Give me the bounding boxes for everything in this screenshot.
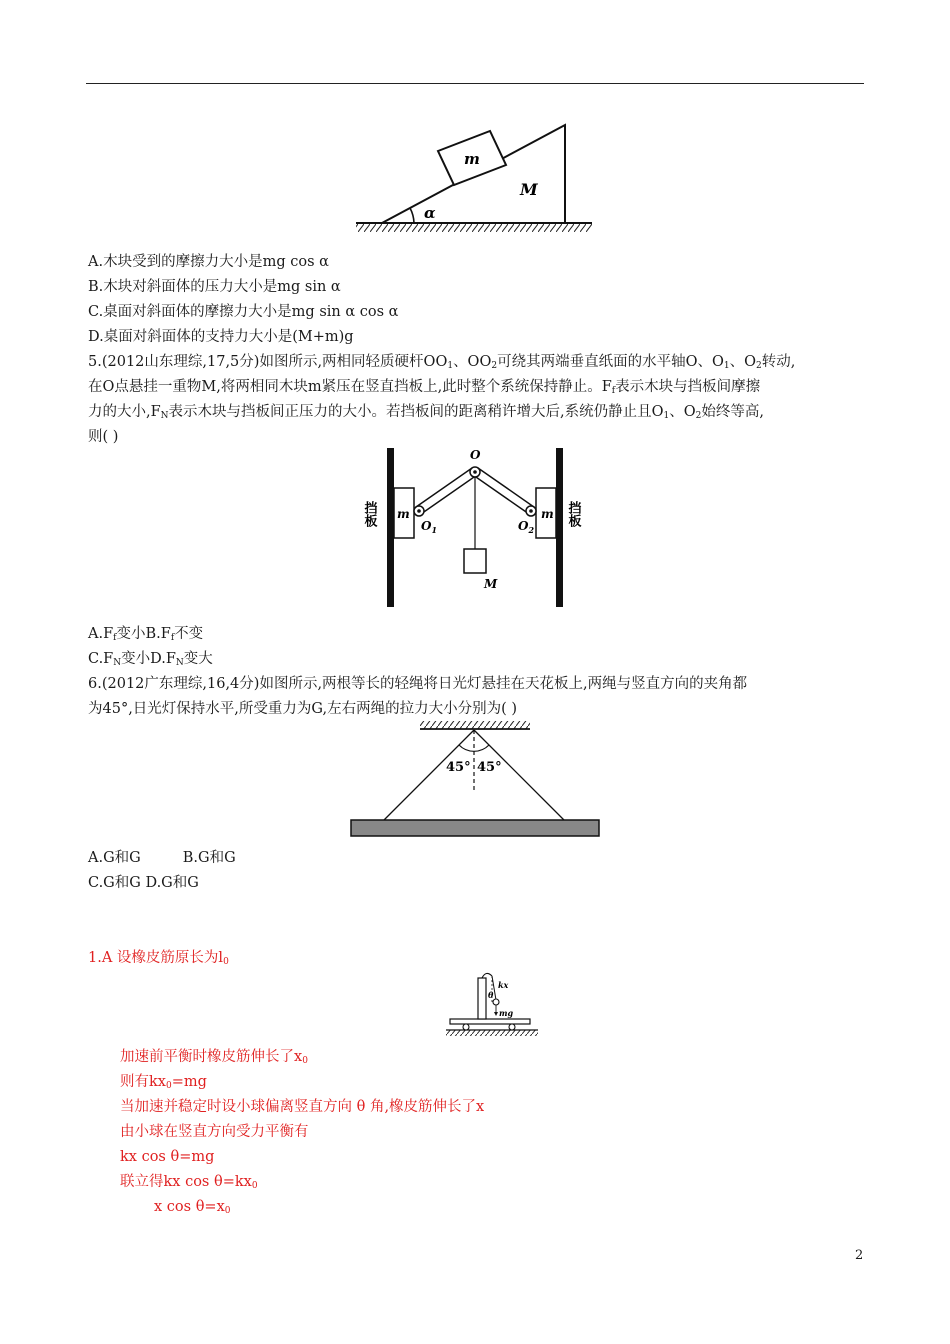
pivot-o1-label: $O_1$ <box>421 519 438 535</box>
answer-1-heading: 1.A 设橡皮筋原长为$l_0$ <box>88 950 229 967</box>
answer-1-line-6: 联立得kx $\cos \theta=kx_0$ <box>120 1174 258 1191</box>
q4-option-b: B.木块对斜面体的压力大小是mg sin α <box>88 279 341 295</box>
incline-M-label: M <box>520 180 538 199</box>
page-number: 2 <box>855 1248 864 1263</box>
q6-options-row-2: C.G和G D.G和G <box>88 875 199 891</box>
q5-options-row-1: $A.F_f$变小$B.F_f$不变 <box>88 626 204 643</box>
wall-right-label: 挡板 <box>565 501 581 527</box>
q5-options-row-2: $C.F_N$变小$D.F_N$变大 <box>88 651 213 668</box>
block-m-left-label: m <box>397 507 410 521</box>
angle-right-label: 45° <box>477 760 502 775</box>
answer-1-line-5: kx cos θ=mg <box>120 1149 215 1165</box>
answer-1-line-4: 由小球在竖直方向受力平衡有 <box>120 1124 309 1140</box>
header-rule <box>86 83 864 84</box>
pivot-o2-label: $O_2$ <box>518 519 535 535</box>
q5-line-2: 在O点悬挂一重物M,将两相同木块m紧压在竖直挡板上,此时整个系统保持静止。$F_f$表示木块与挡板间摩擦 <box>88 379 761 396</box>
q4-option-a: A.木块受到的摩擦力大小是mg cos α <box>88 254 329 270</box>
block-m-label: m <box>464 150 480 168</box>
q5-line-3: 力的大小$,F_N$表示木块与挡板间正压力的大小。若挡板间的距离稍许增大后,系统仍静止且$O_1$、$O_2$始终等高, <box>88 404 765 421</box>
rubber-band-figure <box>442 968 542 1038</box>
rods-figure <box>360 445 590 611</box>
wall-left-label: 挡板 <box>361 501 377 527</box>
incline-figure <box>352 120 596 238</box>
q4-option-d: D.桌面对斜面体的支持力大小是(M+m)g <box>88 329 354 345</box>
q5-line-4: 则( ) <box>88 429 119 445</box>
pivot-o-label: O <box>470 448 481 462</box>
q4-option-c: C.桌面对斜面体的摩擦力大小是mg sin α cos α <box>88 304 399 320</box>
q5-line-1: 5.(2012山东理综,17,5分)如图所示,两相同轻质硬杆$OO_1$、$OO_2$可绕其两端垂直纸面的水平轴O、$O_1$、$O_2$转动, <box>88 354 796 371</box>
angle-left-label: 45° <box>446 760 471 775</box>
kx-label: kx <box>498 980 509 990</box>
answer-1-line-3: 当加速并稳定时设小球偏离竖直方向 θ 角,橡皮筋伸长了x <box>120 1099 485 1115</box>
block-m-right-label: m <box>541 507 554 521</box>
weight-M-label: M <box>484 577 498 591</box>
q6-line-1: 6.(2012广东理综,16,4分)如图所示,两根等长的轻绳将日光灯悬挂在天花板上,两绳与竖直方向的夹角都 <box>88 676 748 692</box>
alpha-label: α <box>424 204 436 222</box>
lamp-figure <box>348 718 604 842</box>
answer-1-line-1: 加速前平衡时橡皮筋伸长了$x_0$ <box>120 1049 308 1066</box>
q6-options-row-1: A.G和G B.G和G <box>88 850 236 866</box>
theta-label: θ <box>488 990 494 1000</box>
q6-line-2: 为45°,日光灯保持水平,所受重力为G,左右两绳的拉力大小分别为( ) <box>88 701 518 717</box>
answer-1-line-2: 则有$kx_0=mg$ <box>120 1074 207 1091</box>
mg-label: mg <box>499 1008 514 1018</box>
answer-1-line-7: x $\cos \theta=x_0$ <box>154 1199 231 1216</box>
